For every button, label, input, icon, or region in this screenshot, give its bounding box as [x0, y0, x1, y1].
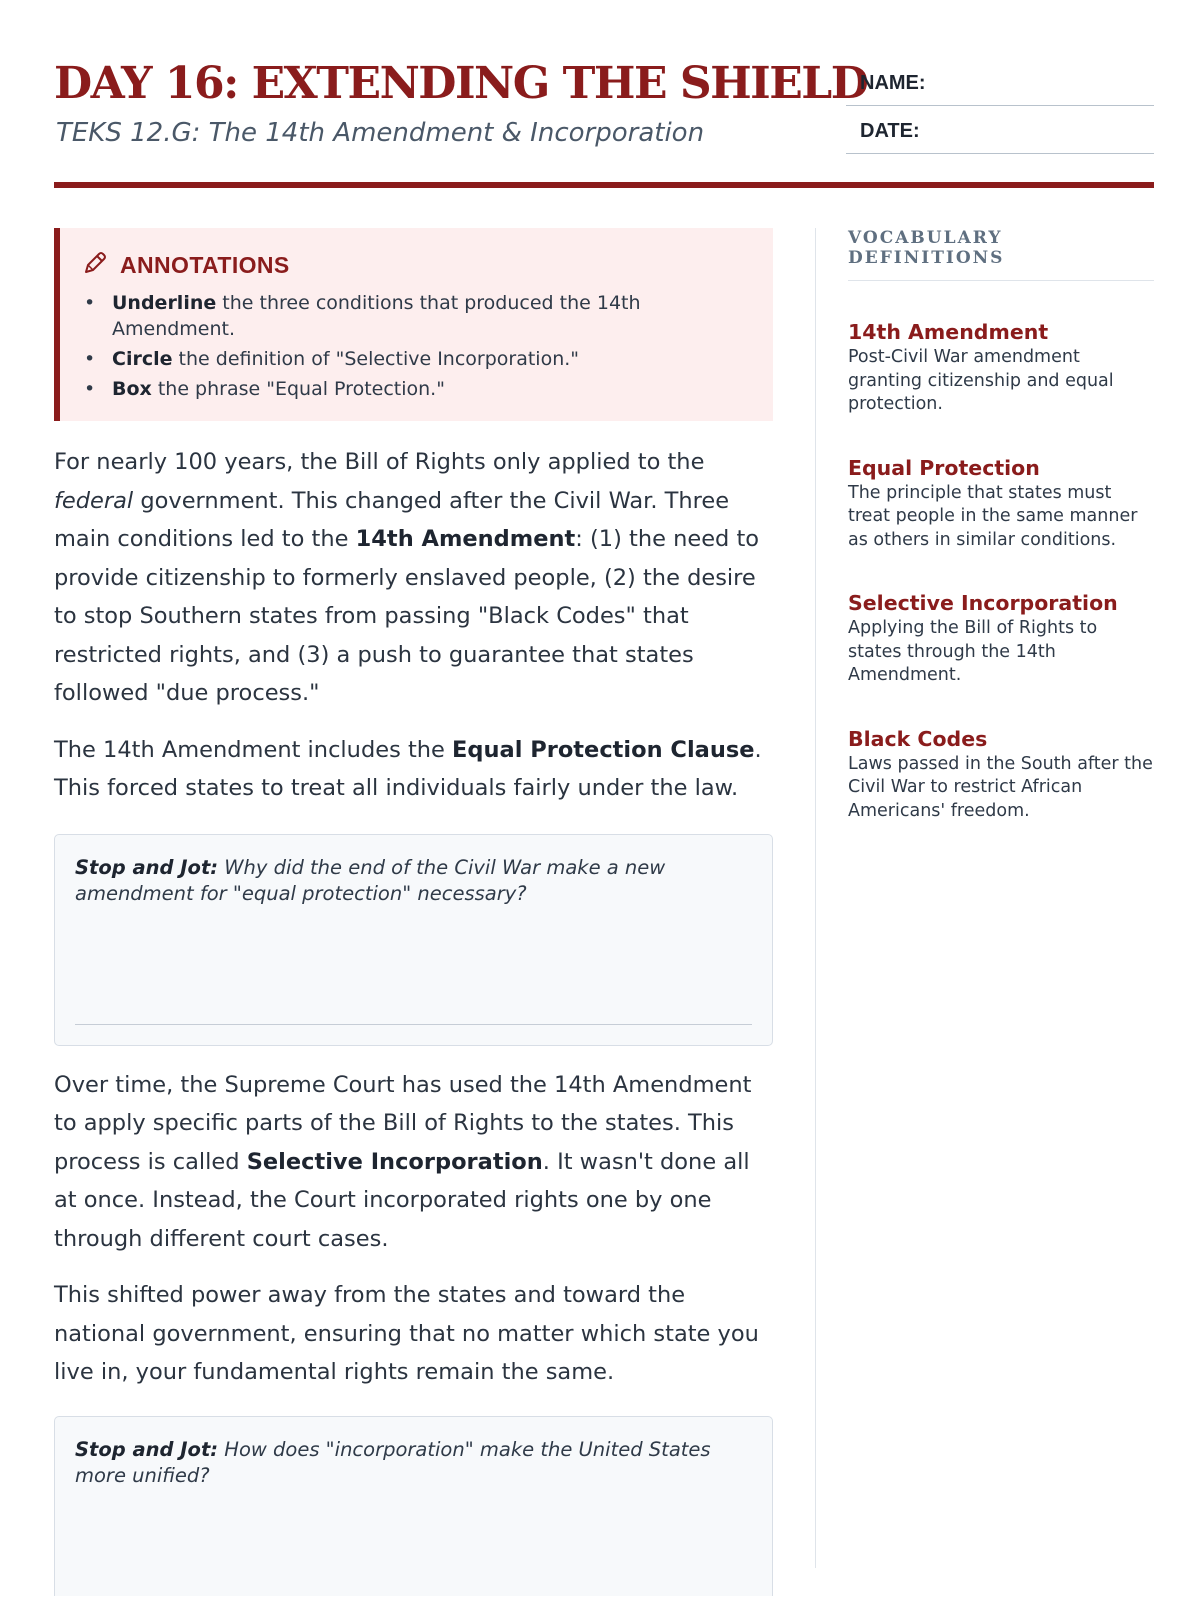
text-span: For nearly 100 years, the Bill of Rights only applied to the	[54, 449, 705, 475]
vocabulary-sidebar	[815, 228, 1154, 1568]
vocabulary-heading: VOCABULARY DEFINITIONS	[848, 228, 1154, 281]
paragraph-2	[54, 731, 773, 808]
annotation-item	[82, 290, 749, 342]
paragraph-1	[54, 443, 773, 713]
name-label: NAME:	[860, 72, 926, 94]
vocab-term	[848, 319, 1154, 417]
stop-and-jot-1[interactable]	[54, 834, 773, 1046]
vocab-term	[848, 590, 1154, 688]
page-title: DAY 16: EXTENDING THE SHIELD	[54, 58, 868, 109]
annotation-text: the definition of "Selective Incorporation."	[172, 348, 580, 370]
page-subtitle: TEKS 12.G: The 14th Amendment & Incorporation	[56, 118, 705, 148]
term-selective-incorporation: Selective Incorporation	[246, 1148, 543, 1175]
main-column	[54, 228, 773, 1596]
name-field[interactable]	[846, 60, 1154, 106]
jot-question: How does "incorporation" make the United States more unified?	[75, 1437, 711, 1487]
annotation-text: the three conditions that produced the 14th Amendment.	[112, 292, 641, 340]
vocab-term	[848, 455, 1154, 553]
text-span: government. This changed after the Civil War. Three main conditions led to the	[54, 487, 730, 552]
jot-question: Why did the end of the Civil War make a new amendment for "equal protection" necessary?	[75, 855, 666, 905]
emphasis-federal: federal	[54, 487, 134, 514]
text-span: : (1) the need to provide citizenship to formerly enslaved people, (2) the desire to stop Southern states from passing "Black Codes" that restricted rights, and (3) a push to guarantee that states followed "due process."	[54, 526, 760, 706]
date-field[interactable]	[846, 108, 1154, 154]
header-divider	[54, 182, 1154, 188]
vocab-term-definition: Laws passed in the South after the Civil War to restrict African Americans' freedom.	[848, 753, 1153, 821]
annotation-item	[82, 346, 749, 372]
date-label: DATE:	[860, 120, 920, 142]
annotation-action: Circle	[112, 348, 173, 370]
vocab-term	[848, 726, 1154, 824]
annotation-text: the phrase "Equal Protection."	[151, 378, 445, 400]
answer-line	[75, 1024, 752, 1025]
annotations-title: ANNOTATIONS	[120, 251, 290, 278]
annotations-header	[82, 250, 749, 280]
pencil-icon	[82, 250, 108, 280]
vocab-term-definition: The principle that states must treat people in the same manner as others in similar conditions.	[848, 482, 1138, 550]
text-span: . It wasn't done all at once. Instead, the Court incorporated rights one by one through different court cases.	[54, 1148, 750, 1252]
vocab-term-definition: Applying the Bill of Rights to states through the 14th Amendment.	[848, 618, 1098, 685]
vocab-term-name: Selective Incorporation	[848, 591, 1118, 615]
text-span: The 14th Amendment includes the	[54, 736, 453, 763]
paragraph-4: This shifted power away from the states and toward the national government, ensuring that no matter which state you live in, your fundamental rights remain the same.	[54, 1282, 759, 1385]
vocab-term-definition: Post-Civil War amendment granting citizenship and equal protection.	[848, 347, 1114, 414]
annotations-box	[54, 228, 773, 421]
annotation-item	[82, 376, 749, 402]
jot-prompt	[75, 1437, 752, 1489]
jot-label: Stop and Jot:	[75, 855, 219, 879]
term-14th-amendment: 14th Amendment	[355, 526, 576, 552]
jot-prompt	[75, 855, 752, 907]
term-equal-protection-clause: Equal Protection Clause	[452, 736, 755, 763]
jot-label: Stop and Jot:	[75, 1437, 219, 1461]
paragraph-3	[54, 1066, 773, 1259]
annotation-action: Box	[112, 378, 152, 400]
stop-and-jot-2[interactable]	[54, 1416, 773, 1596]
text-span: Over time, the Supreme Court has used the 14th Amendment to apply specific parts of the Bill of Rights to the states. This process is called	[54, 1071, 752, 1175]
text-span: . This forced states to treat all individuals fairly under the law.	[54, 736, 762, 801]
vocab-term-name: Equal Protection	[848, 455, 1040, 480]
annotation-action: Underline	[112, 292, 217, 314]
vocab-term-name: Black Codes	[848, 726, 988, 751]
annotations-list	[82, 290, 749, 402]
vocab-term-name: 14th Amendment	[848, 320, 1049, 344]
